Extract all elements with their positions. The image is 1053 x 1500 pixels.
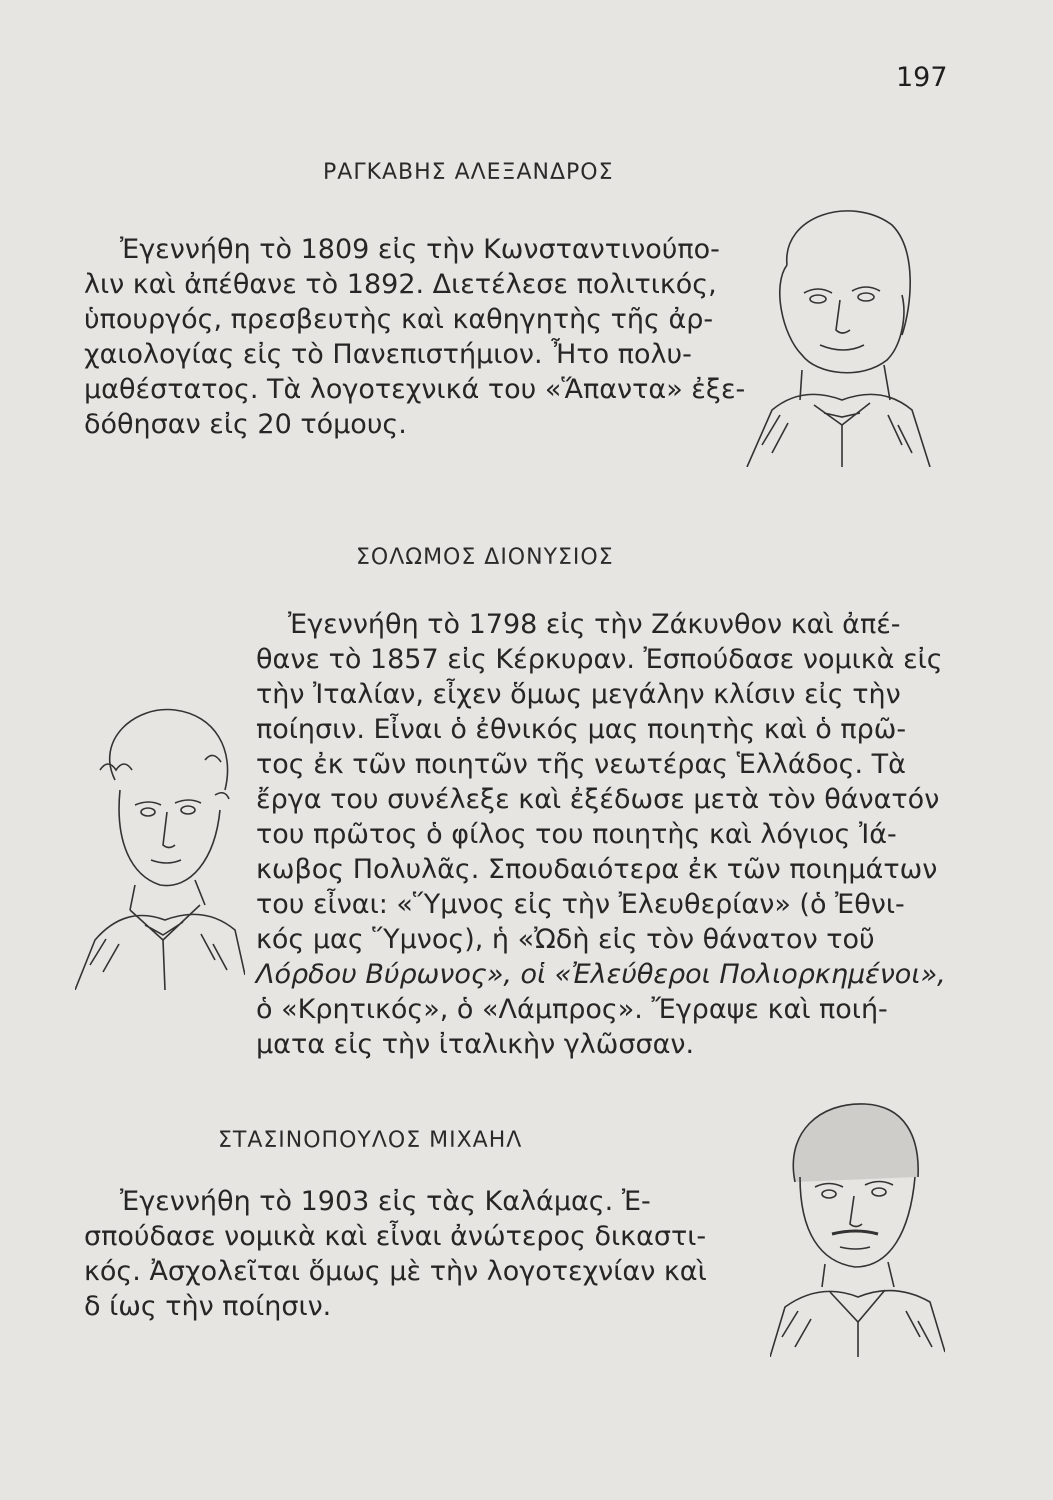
text-line: ἔργα του συνέλεξε καὶ ἐξέδωσε μετὰ τὸν θάνατόν — [256, 784, 940, 815]
text-line: τὴν Ἰταλίαν, εἶχεν ὅμως μεγάλην κλίσιν εἰς τὴν — [256, 679, 901, 710]
text-line: δ ίως τὴν ποίησιν. — [84, 1291, 332, 1322]
text-line: σπούδασε νομικὰ καὶ εἶναι ἀνώτερος δικαστι- — [84, 1221, 707, 1252]
page-number: 197 — [896, 62, 948, 93]
text-line: ὑπουργός, πρεσβευτὴς καὶ καθηγητὴς τῆς ἀρ- — [84, 304, 714, 335]
text-line: μαθέστατος. Τὰ λογοτεχνικά του «Ἅπαντα» ἐξε- — [84, 374, 746, 405]
text-line: κωβος Πολυλᾶς. Σπουδαιότερα ἐκ τῶν ποιημάτων — [256, 854, 938, 885]
portrait-solomos — [75, 700, 245, 990]
text-line: Ἐγεννήθη τὸ 1903 εἰς τὰς Καλάμας. Ἐ- — [120, 1186, 651, 1217]
text-line: θανε τὸ 1857 εἰς Κέρκυραν. Ἐσπούδασε νομικὰ εἰς — [256, 644, 943, 675]
text-line: ματα εἰς τὴν ἰταλικὴν γλῶσσαν. — [256, 1029, 695, 1060]
text-line: ὁ «Κρητικός», ὁ «Λάμπρος». Ἔγραψε καὶ ποιή- — [256, 994, 888, 1025]
text-line: του πρῶτος ὁ φίλος του ποιητὴς καὶ λόγιος Ἰά- — [256, 819, 897, 850]
portrait-stasinopoulos — [770, 1092, 945, 1357]
text-line: Ἐγεννήθη τὸ 1798 εἰς τὴν Ζάκυνθον καὶ ἀπέ- — [288, 609, 901, 640]
text-line: κός μας Ὕμνος), ἡ «Ὠδὴ εἰς τὸν θάνατον τοῦ — [256, 924, 875, 955]
portrait-ragkavis — [742, 195, 932, 467]
text-line: Λόρδου Βύρωνος», οἱ «Ἐλεύθεροι Πολιορκημένοι», — [256, 959, 946, 990]
entry-text-stasinopoulos — [84, 1184, 707, 1324]
text-line: κός. Ἀσχολεῖται ὅμως μὲ τὴν λογοτεχνίαν καὶ — [84, 1256, 707, 1287]
text-line: δόθησαν εἰς 20 τόμους. — [84, 409, 407, 440]
text-line: ποίησιν. Εἶναι ὁ ἐθνικός μας ποιητὴς καὶ ὁ πρῶ- — [256, 714, 907, 745]
entry-heading-stasinopoulos: ΣΤΑΣΙΝΟΠΟΥΛΟΣ ΜΙΧΑΗΛ — [218, 1128, 523, 1153]
entry-text-ragkavis — [84, 232, 745, 442]
text-line: χαιολογίας εἰς τὸ Πανεπιστήμιον. Ἦτο πολυ- — [84, 339, 692, 370]
text-line: Ἐγεννήθη τὸ 1809 εἰς τὴν Κωνσταντινούπο- — [120, 234, 720, 265]
text-line: τος ἐκ τῶν ποιητῶν τῆς νεωτέρας Ἑλλάδος. Τὰ — [256, 749, 906, 780]
entry-text-solomos — [256, 607, 946, 1062]
text-line: του εἶναι: «Ὕμνος εἰς τὴν Ἐλευθερίαν» (ὁ Ἐθνι- — [256, 889, 905, 920]
entry-heading-ragkavis: ΡΑΓΚΑΒΗΣ ΑΛΕΞΑΝΔΡΟΣ — [323, 160, 614, 185]
text-line: λιν καὶ ἀπέθανε τὸ 1892. Διετέλεσε πολιτικός, — [84, 269, 717, 300]
entry-heading-solomos: ΣΟΛΩΜΟΣ ΔΙΟΝΥΣΙΟΣ — [356, 545, 614, 570]
